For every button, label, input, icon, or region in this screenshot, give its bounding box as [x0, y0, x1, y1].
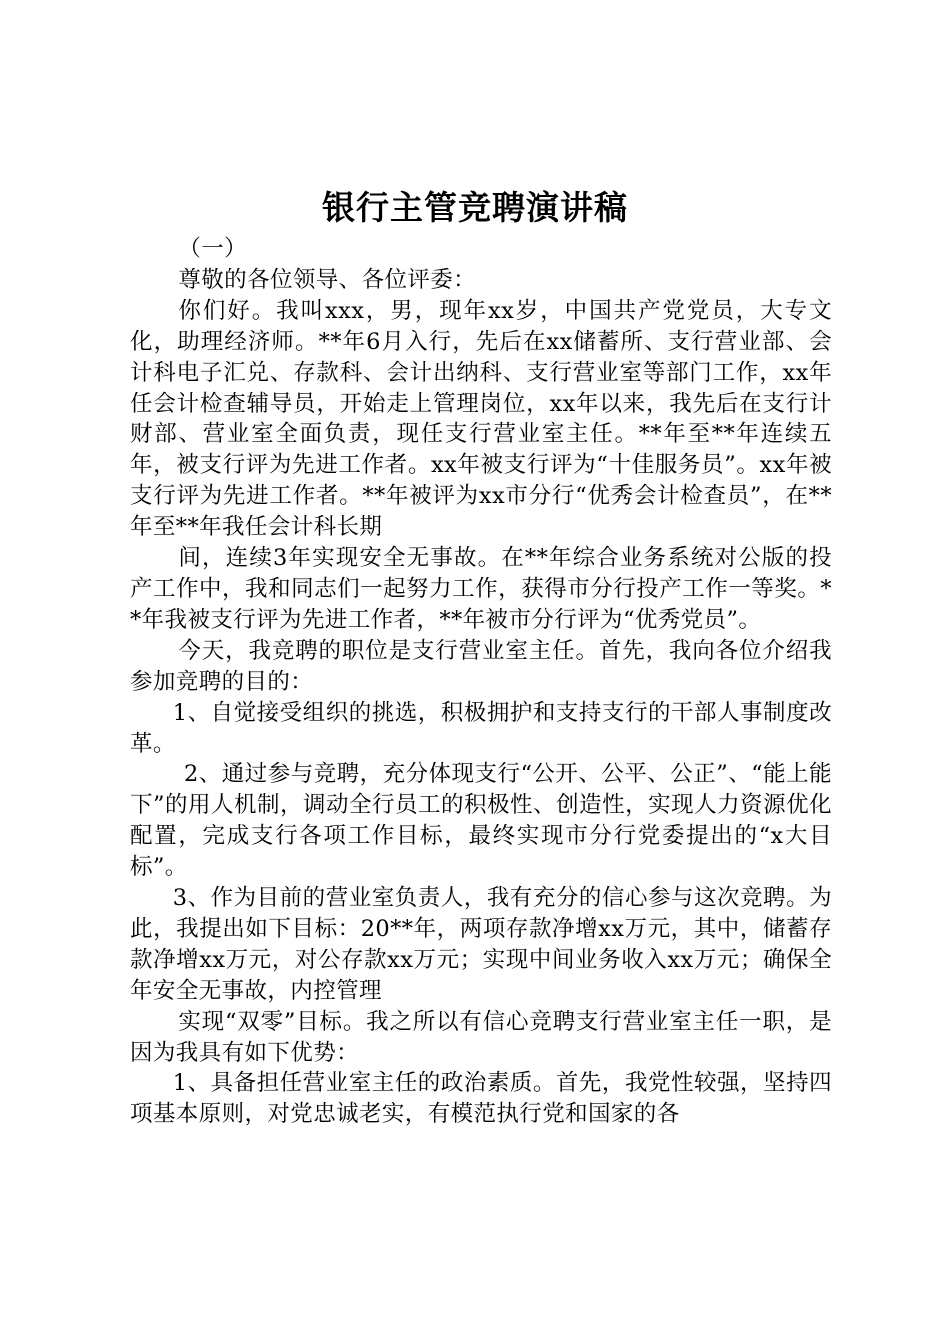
paragraph-intro: 你们好。我叫xxx，男，现年xx岁，中国共产党党员，大专文化，助理经济师。**年6月入行，先后在xx储蓄所、支行营业部、会计科电子汇兑、存款科、会计出纳科、支行营业室等部门工作，xx年任会计检查辅导员，开始走上管理岗位，xx年以来，我先后在支行计财部、营业室全面负责，现任支行营业室主任。**年至**年连续五年，被支行评为先进工作者。xx年被支行评为“十佳服务员”。xx年被支行评为先进工作者。**年被评为xx市分行“优秀会计检查员”，在**年至**年我任会计科长期	[130, 297, 832, 541]
paragraph-purpose-2: 2、通过参与竞聘，充分体现支行“公开、公平、公正”、“能上能下”的用人机制，调动全行员工的积极性、创造性，实现人力资源优化配置，完成支行各项工作目标，最终实现市分行党委提出的“x大目标”。	[130, 761, 832, 881]
paragraph-advantage-1: 1、具备担任营业室主任的政治素质。首先，我党性较强，坚持四项基本原则，对党忠诚老实，有模范执行党和国家的各	[130, 1070, 832, 1128]
section-number: （一）	[178, 236, 248, 262]
document-body	[130, 234, 832, 1130]
document-title: 银行主管竞聘演讲稿	[322, 188, 628, 227]
paragraph-achievements: 间，连续3年实现安全无事故。在**年综合业务系统对公版的投产工作中，我和同志们一起努力工作，获得市分行投产工作一等奖。**年我被支行评为先进工作者，**年被市分行评为“优秀党员”。	[130, 545, 832, 633]
paragraph-purpose-3: 3、作为目前的营业室负责人，我有充分的信心参与这次竞聘。为此，我提出如下目标：20**年，两项存款净增xx万元，其中，储蓄存款净增xx万元，对公存款xx万元；实现中间业务收入xx万元；确保全年安全无事故，内控管理	[130, 885, 832, 1004]
salutation: 尊敬的各位领导、各位评委：	[178, 266, 477, 293]
paragraph-position: 今天，我竞聘的职位是支行营业室主任。首先，我向各位介绍我参加竞聘的目的：	[130, 637, 832, 695]
paragraph-purpose-1: 1、自觉接受组织的挑选，积极拥护和支持支行的干部人事制度改革。	[130, 699, 832, 757]
paragraph-goals: 实现“双零”目标。我之所以有信心竞聘支行营业室主任一职，是因为我具有如下优势：	[130, 1008, 832, 1066]
